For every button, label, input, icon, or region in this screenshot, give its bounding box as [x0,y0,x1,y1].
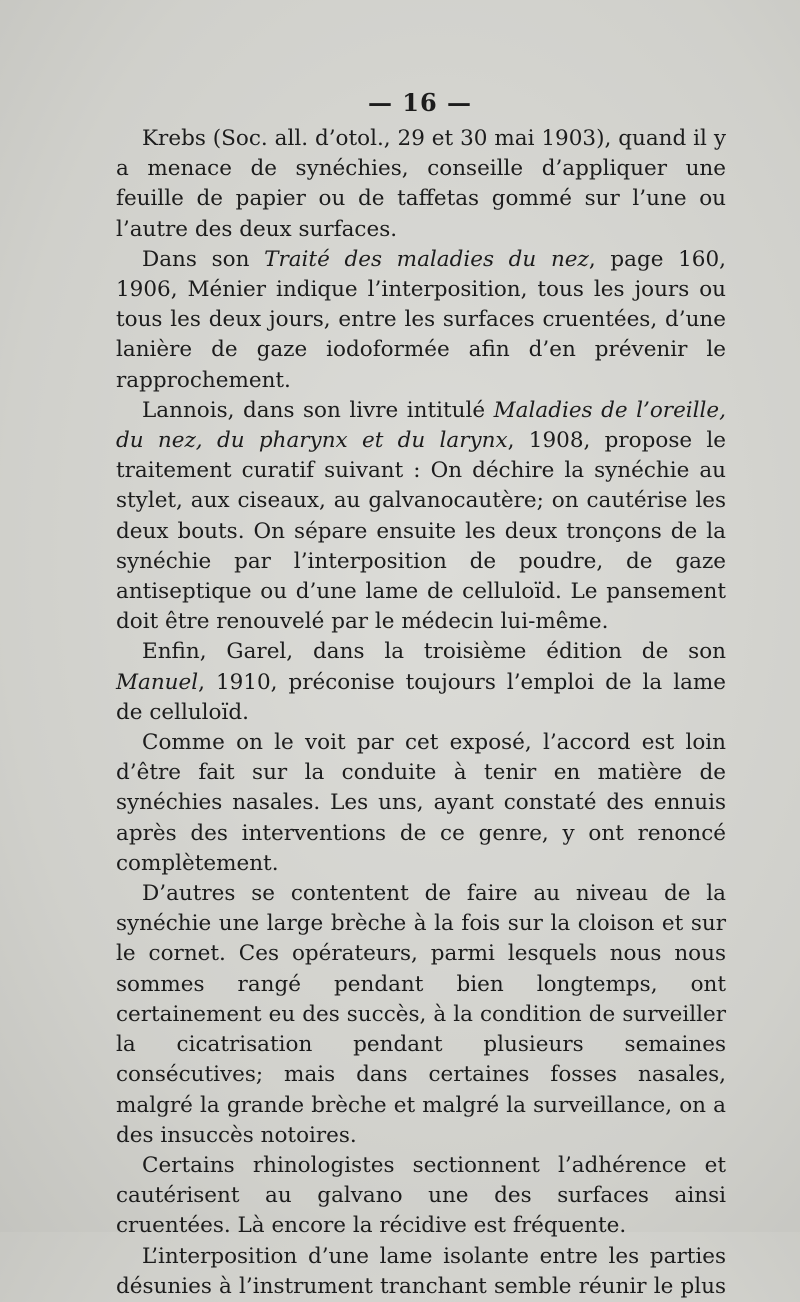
paragraph-krebs: Krebs (Soc. all. d’otol., 29 et 30 mai 1903), quand il y a menace de synéchies, conseille d’appliquer une feuille de papier ou de taffetas gommé sur l’une ou l’autre des deux surfaces. [116,126,726,242]
paragraph-lannois [116,396,726,638]
paragraph-menier-after: , page 160, 1906, Ménier indique l’interposition, tous les jours ou tous les deux jours, entre les surfaces cruentées, d’une lanière de gaze iodoformée afin d’en prévenir le rapprochement. [116,246,726,393]
paragraph-garel-before: Enfin, Garel, dans la troisième édition de son [142,639,726,665]
paragraph-menier [116,245,726,396]
paragraph-lannois-before: Lannois, dans son livre intitulé [142,397,494,423]
paragraph-interposition: L’interposition d’une lame isolante entre les parties désunies à l’instrument tranchant semble réunir le plus [116,1243,726,1299]
paragraph-garel [116,637,726,728]
paragraph-garel-after: , 1910, préconise toujours l’emploi de la lame de celluloïd. [116,669,726,725]
page-number: — 16 — [367,88,473,117]
body-text [116,124,726,1302]
paragraph-menier-before: Dans son [142,246,265,272]
paragraph-dautres: D’autres se contentent de faire au niveau de la synéchie une large brèche à la fois sur la cloison et sur le cornet. Ces opérateurs, parmi lesquels nous nous sommes rangé pendant bien longtemps, ont certainement eu des succès, à la condition de surveiller la cicatrisation pendant plusieurs semaines consécutives; mais dans certaines fosses nasales, malgré la grande brèche et malgré la surveillance, on a des insuccès notoires. [116,881,726,1148]
book-title-traite: Traité des maladies du nez [264,246,589,272]
paragraph-certains: Certains rhinologistes sectionnent l’adhérence et cautérisent au galvano une des surfaces ainsi cruentées. Là encore la récidive est fréquente. [116,1152,726,1239]
paragraph-comme: Comme on le voit par cet exposé, l’accord est loin d’être fait sur la conduite à tenir en matière de synéchies nasales. Les uns, ayant constaté des ennuis après des interventions de ce genre, y ont renoncé complètement. [116,730,726,876]
paragraph-lannois-after: , 1908, propose le traitement curatif suivant : On déchire la synéchie au stylet, aux ciseaux, au galvanocautère; on cautérise les deux bouts. On sépare ensuite les deux tronçons de la synéchie par l’interposition de poudre, de gaze antiseptique ou d’une lame de celluloïd. Le pansement doit être renouvelé par le médecin lui-même. [116,428,726,635]
book-title-maladies: Maladies de l’oreille, du nez, du pharynx et du larynx [116,397,726,454]
book-title-manuel: Manuel [116,669,199,695]
